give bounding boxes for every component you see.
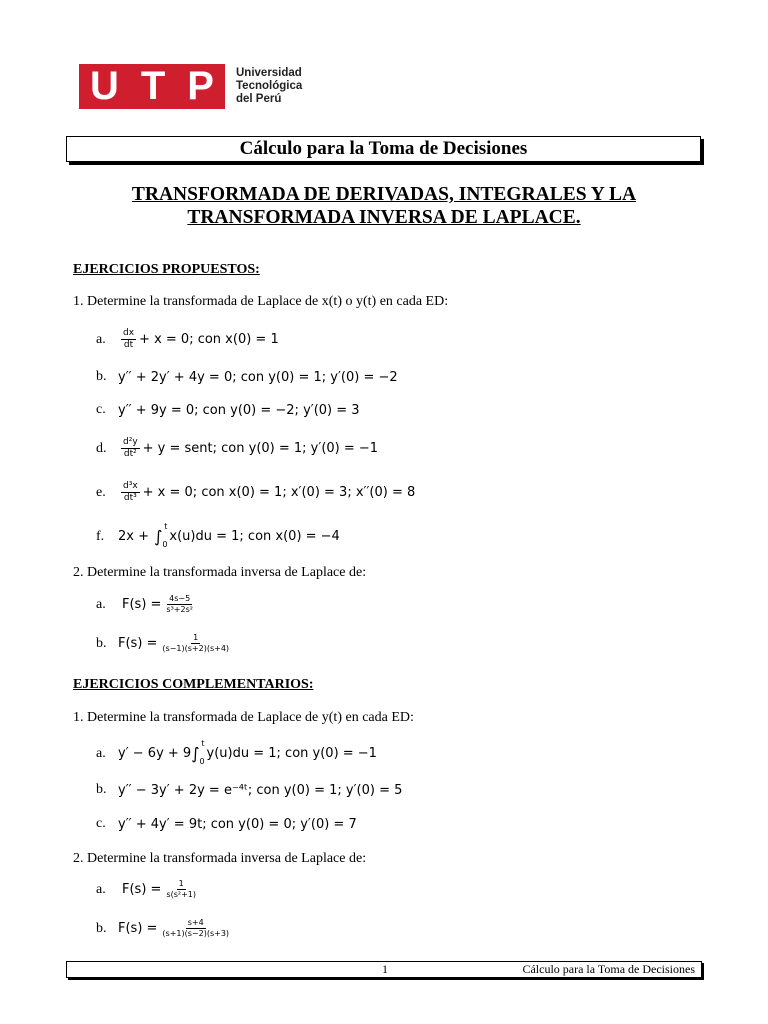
item-label: a. (96, 596, 106, 612)
item-label: b. (96, 920, 107, 936)
math-expression (118, 522, 340, 549)
math-expression (122, 879, 201, 900)
item-label: b. (96, 782, 107, 797)
question-2-complementarios: 2. Determine la transformada inversa de Laplace de: (73, 851, 367, 866)
logo-letter-u: U (89, 64, 119, 108)
exercise-1f (96, 522, 340, 549)
exercise-1d (96, 437, 378, 460)
math-expression (122, 594, 198, 615)
exercise-c1c (96, 816, 357, 832)
expression-prefix: F(s) = (122, 882, 162, 897)
math-expression (118, 437, 378, 460)
question-2-propuestos: 2. Determine la transformada inversa de Laplace de: (73, 565, 367, 580)
math-expression (118, 481, 415, 504)
section-heading-propuestos: EJERCICIOS PROPUESTOS: (73, 262, 260, 277)
exercise-c1b (96, 782, 402, 798)
exercise-2b (96, 633, 234, 654)
fraction-numerator: dx (123, 328, 135, 338)
fraction (121, 437, 140, 460)
exercise-c2b (96, 918, 234, 939)
integral-sign: ∫ t 0 (149, 522, 168, 549)
item-label: f. (96, 528, 105, 544)
fraction-denominator: (s+1)(s−2)(s+3) (162, 929, 230, 938)
item-label: d. (96, 440, 107, 456)
question-1-complementarios: 1. Determine la transformada de Laplace de y(t) en cada ED: (73, 710, 414, 725)
question-1-propuestos: 1. Determine la transformada de Laplace de x(t) o y(t) en cada ED: (73, 294, 449, 309)
logo-letter-t: T (140, 64, 166, 108)
fraction-numerator: 1 (193, 633, 199, 642)
page-number: 1 (382, 962, 388, 976)
fraction-denominator: s³+2s² (166, 605, 193, 614)
document-title-line-2: TRANSFORMADA INVERSA DE LAPLACE. (187, 207, 581, 228)
expression-prefix: 2x + (118, 529, 149, 544)
fraction-denominator: dt (123, 340, 134, 350)
document-title (66, 183, 702, 229)
integral-lower-limit: 0 (199, 757, 205, 766)
exercise-c1a (96, 739, 377, 766)
exercise-1b (96, 369, 398, 385)
logo-university-name (236, 67, 302, 106)
logo-name-line-1: Universidad (236, 67, 302, 79)
expression-rest: + y = sent; con y(0) = 1; y′(0) = −1 (142, 441, 379, 456)
fraction (160, 633, 231, 654)
logo-letter-p: P (187, 64, 214, 108)
integral-upper-limit: t (201, 739, 205, 748)
fraction-denominator: dt³ (123, 493, 137, 503)
fraction (160, 918, 231, 939)
expression-prefix: F(s) = (118, 636, 158, 651)
fraction-numerator: s+4 (187, 918, 204, 927)
logo-name-line-3: del Perú (236, 93, 282, 105)
fraction-numerator: 4s−5 (169, 594, 191, 603)
expression-prefix: F(s) = (118, 921, 158, 936)
math-expression (118, 328, 279, 351)
math-expression (118, 918, 234, 939)
fraction (121, 328, 136, 351)
fraction (121, 481, 140, 504)
math-expression (118, 633, 234, 654)
course-title: Cálculo para la Toma de Decisiones (239, 138, 528, 159)
item-label: b. (96, 635, 107, 651)
integral-upper-limit: t (164, 522, 168, 531)
fraction-numerator: 1 (178, 879, 184, 888)
expression-prefix: F(s) = (122, 597, 162, 612)
fraction (164, 879, 198, 900)
fraction-numerator: d²y (123, 437, 138, 447)
fraction-denominator: (s−1)(s+2)(s+4) (162, 644, 230, 653)
section-heading-complementarios: EJERCICIOS COMPLEMENTARIOS: (73, 677, 314, 692)
exercise-1c (96, 402, 360, 418)
math-expression: y′′ + 9y = 0; con y(0) = −2; y′(0) = 3 (118, 402, 360, 418)
course-title-box (66, 136, 701, 162)
math-expression: y′′ + 2y′ + 4y = 0; con y(0) = 1; y′(0) = −2 (118, 369, 398, 385)
footer-course-title: Cálculo para la Toma de Decisiones (522, 962, 695, 976)
fraction-denominator: dt² (123, 449, 137, 459)
logo-name-line-2: Tecnológica (236, 80, 303, 92)
page-footer (66, 961, 702, 978)
expression-rest: y(u)du = 1; con y(0) = −1 (206, 746, 377, 761)
expression-rest: + x = 0; con x(0) = 1 (139, 332, 279, 347)
math-expression: y′′ + 4y′ = 9t; con y(0) = 0; y′(0) = 7 (118, 816, 357, 832)
fraction (164, 594, 195, 615)
document-title-line-1: TRANSFORMADA DE DERIVADAS, INTEGRALES Y LA (131, 184, 637, 205)
expression-rest: x(u)du = 1; con x(0) = −4 (169, 529, 340, 544)
item-label: a. (96, 745, 106, 761)
integral-lower-limit: 0 (162, 540, 168, 549)
expression-prefix: y′ − 6y + 9 (118, 746, 192, 761)
math-expression (118, 739, 377, 766)
item-label: a. (96, 881, 106, 897)
item-label: c. (96, 402, 106, 417)
item-label: a. (96, 331, 106, 347)
exercise-1a (96, 328, 279, 351)
expression-rest: + x = 0; con x(0) = 1; x′(0) = 3; x′′(0) = 8 (142, 485, 416, 500)
fraction-denominator: s(s²+1) (166, 890, 196, 899)
fraction-numerator: d³x (123, 481, 138, 491)
utp-logo (79, 64, 302, 109)
exercise-2a (96, 594, 198, 615)
exercise-1e (96, 481, 415, 504)
item-label: c. (96, 816, 106, 831)
item-label: e. (96, 484, 106, 500)
exercise-c2a (96, 879, 201, 900)
math-expression: y′′ − 3y′ + 2y = e⁻⁴ᵗ; con y(0) = 1; y′(0) = 5 (118, 782, 403, 798)
item-label: b. (96, 369, 107, 384)
integral-sign: ∫ t 0 (191, 739, 205, 766)
logo-mark (79, 64, 225, 109)
